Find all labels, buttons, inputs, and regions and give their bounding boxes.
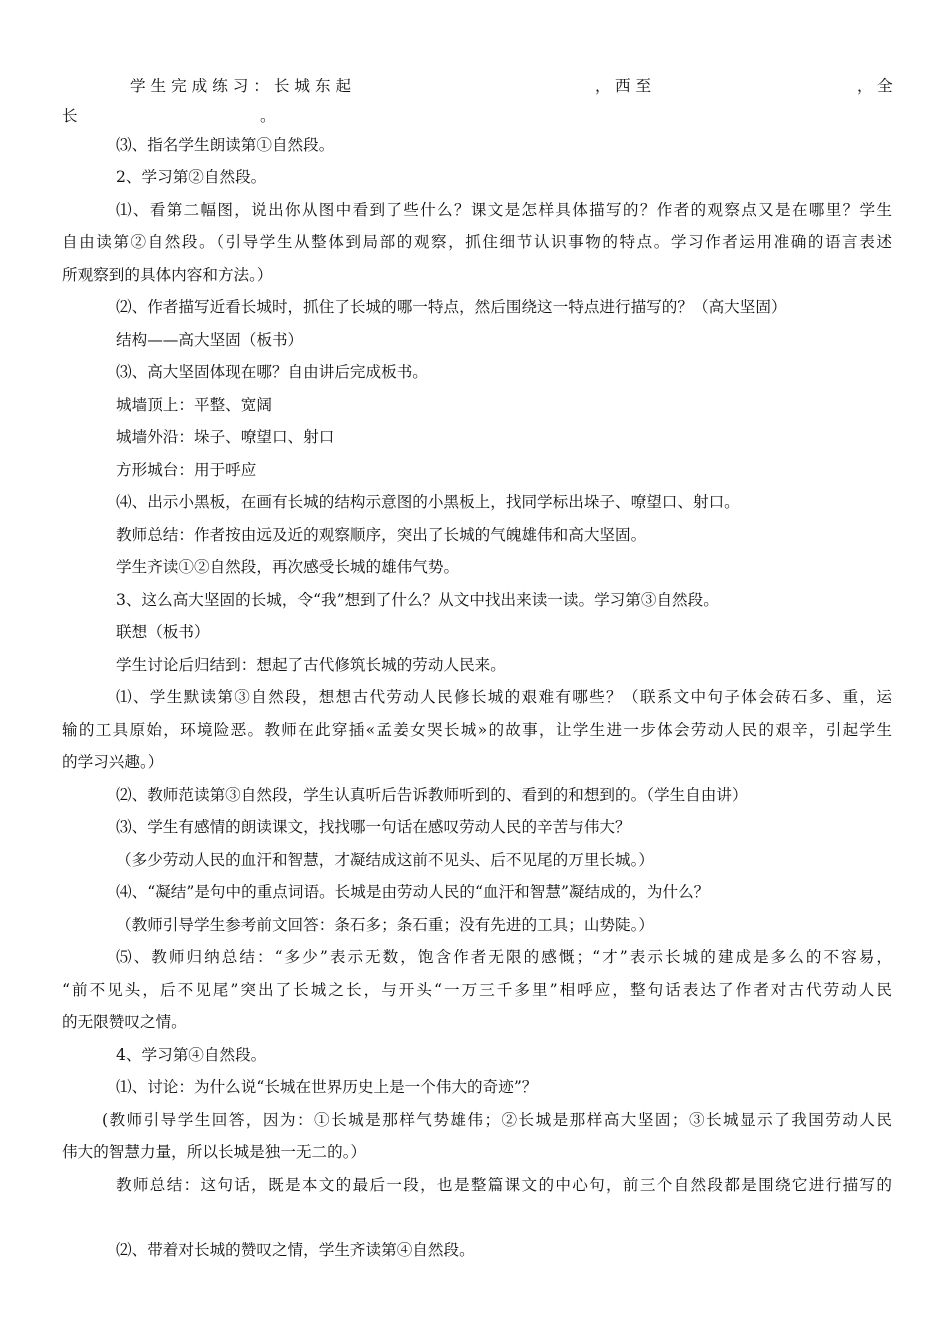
paragraph-line: ⑴、学生默读第③自然段，想想古代劳动人民修长城的艰难有哪些？（联系文中句子体会砖石多、重，运 [116,688,892,706]
exercise-comma-2: ， [857,77,873,95]
paragraph-line: ⑵、作者描写近看长城时，抓住了长城的哪一特点，然后围绕这一特点进行描写的？（高大坚固） [116,298,787,316]
fill-in-exercise-line [62,70,892,103]
blank-line [62,1201,892,1234]
section-heading: 2、学习第②自然段。 [116,168,267,186]
paragraph-line: ⑵、带着对长城的赞叹之情，学生齐读第④自然段。 [116,1240,475,1259]
paragraph-line: ⑷、出示小黑板，在画有长城的结构示意图的小黑板上，找同学标出垛子、嘹望口、射口。 [116,493,740,511]
paragraph-line: ⑶、指名学生朗读第①自然段。 [116,135,335,154]
paragraph-line: 教师总结：这句话，既是本文的最后一段，也是整篇课文的中心句，前三个自然段都是围绕它进行描写的 [116,1175,892,1194]
exercise-total: 全 [877,77,893,95]
paragraph-line: ⑸、教师归纳总结：“多少”表示无数，饱含作者无限的感慨；“才”表示长城的建成是多么的不容易， [116,948,892,966]
fill-in-exercise-line-2 [62,103,892,129]
section-heading: 4、学习第④自然段。 [116,1045,267,1064]
paragraph-line: ⑵、教师范读第③自然段，学生认真听后告诉教师听到的、看到的和想到的。（学生自由讲） [116,785,748,804]
paragraph-line: 学生齐读①②自然段，再次感受长城的雄伟气势。 [116,558,460,576]
paragraph-line: （教师引导学生参考前文回答：条石多；条石重；没有先进的工具；山势陡。） [116,915,654,934]
paragraph-line: 所观察到的具体内容和方法。） [62,265,273,284]
board-note: 联想（板书） [116,623,210,641]
paragraph-line: ⑷、“凝结”是句中的重点词语。长城是由劳动人民的“血汗和智慧”凝结成的，为什么？ [116,883,710,901]
document-page [62,70,892,1266]
paragraph-line: “前不见头，后不见尾”突出了长城之长，与开头“一万三千多里”相呼应，整句话表达了作者对古代劳动人民 [62,980,892,999]
paragraph-line: 自由读第②自然段。（引导学生从整体到局部的观察，抓住细节认识事物的特点。学习作者运用准确的语言表述 [62,233,892,251]
board-note: 结构——高大坚固（板书） [116,330,304,349]
paragraph-line: ⑶、学生有感情的朗读课文，找找哪一句话在感叹劳动人民的辛苦与伟大？ [116,818,631,836]
paragraph-line: ⑶、高大坚固体现在哪？自由讲后完成板书。 [116,363,428,381]
exercise-comma-1: ， [595,77,611,95]
exercise-west: 西 至 [615,77,652,95]
paragraph-line: 的学习兴趣。） [62,753,164,771]
paragraph-line: 学生讨论后归结到：想起了古代修筑长城的劳动人民来。 [116,655,506,674]
board-note: 方形城台：用于呼应 [116,460,257,479]
section-heading: 3、这么高大坚固的长城，令“我”想到了什么？从文中找出来读一读。学习第③自然段。 [116,590,719,609]
paragraph-line: ⑴、看第二幅图，说出你从图中看到了些什么？课文是怎样具体描写的？作者的观察点又是在哪里？学生 [116,200,892,219]
exercise-prefix: 学 生 完 成 练 习 ： 长 城 东 起 [130,77,352,95]
exercise-period: 。 [260,106,276,125]
paragraph-line: （多少劳动人民的血汗和智慧，才凝结成这前不见头、后不见尾的万里长城。） [116,850,654,869]
paragraph-line: 伟大的智慧力量，所以长城是独一无二的。） [62,1143,367,1161]
paragraph-line: 教师总结：作者按由远及近的观察顺序，突出了长城的气魄雄伟和高大坚固。 [116,525,647,544]
board-note: 城墙外沿：垛子、嘹望口、射口 [116,428,335,446]
board-note: 城墙顶上：平整、宽阔 [116,395,272,414]
paragraph-line: 的无限赞叹之情。 [62,1013,187,1031]
exercise-chang: 长 [62,106,78,125]
paragraph-line: (教师引导学生回答，因为：①长城是那样气势雄伟；②长城是那样高大坚固；③长城显示了我国劳动人民 [102,1110,892,1129]
paragraph-line: 输的工具原始，环境险恶。教师在此穿插«孟姜女哭长城»的故事，让学生进一步体会劳动人民的艰辛，引起学生 [62,720,892,739]
paragraph-line: ⑴、讨论：为什么说“长城在世界历史上是一个伟大的奇迹”？ [116,1078,538,1096]
